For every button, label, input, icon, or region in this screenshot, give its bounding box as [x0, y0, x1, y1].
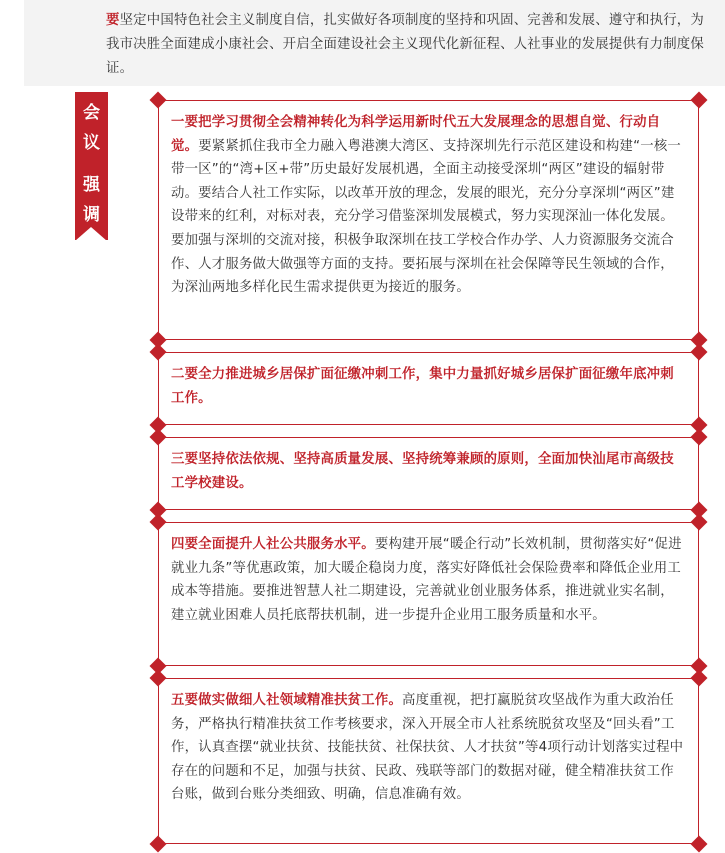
point-card-5	[158, 678, 699, 844]
point-4-body: 要构建开展“暖企行动”长效机制，贯彻落实好“促进就业九条”等优惠政策，加大暖企稳岗力度，落实好降低社会保险费率和降低企业用工成本等措施。要推进智慧人社二期建设，完善就业创业服务体系，推进就业实名制，建立就业困难人员托底帮扶机制，进一步提升企业用工服务质量和水平。	[171, 537, 682, 623]
point-3-heading: 三要坚持依法依规、坚持高质量发展、坚持统筹兼顾的原则，全面加快汕尾市高级技工学校建设。	[171, 452, 674, 491]
point-card-3	[158, 437, 699, 510]
intro-paragraph	[24, 0, 725, 86]
point-card-1	[158, 100, 699, 340]
meeting-emphasis-tag	[75, 92, 108, 240]
tag-notch	[75, 227, 107, 241]
tag-char-2: 议	[83, 133, 100, 153]
point-card-4	[158, 522, 699, 666]
intro-lead-char: 要	[106, 13, 120, 28]
point-1-body: 要紧紧抓住我市全力融入粤港澳大湾区、支持深圳先行示范区建设和构建“一核一带一区”的“湾+区+带”历史最好发展机遇，全面主动接受深圳“两区”建设的辐射带动。要结合人社工作实际，以改革开放的理念，发展的眼光，充分分享深圳“两区”建设带来的红利，对标对表，充分学习借鉴深圳发展模式，努力实现深汕一体化发展。要加强与深圳的交流对接，积极争取深圳在技工学校合作办学、人力资源服务交流合作、人才服务做大做强等方面的支持。要拓展与深圳在社会保障等民生领域的合作，为深汕两地多样化民生需求提供更为接近的服务。	[171, 138, 681, 296]
point-4-heading: 四要全面提升人社公共服务水平。	[171, 537, 375, 552]
tag-char-4: 调	[83, 205, 100, 225]
point-5-body: 高度重视，把打赢脱贫攻坚战作为重大政治任务，严格执行精准扶贫工作考核要求，深入开展全市人社系统脱贫攻坚及“回头看”工作，认真查摆“就业扶贫、技能扶贫、社保扶贫、人才扶贫”等4项行动计划落实过程中存在的问题和不足，加强与扶贫、民政、残联等部门的数据对碰，健全精准扶贫工作台账，做到台账分类细致、明确，信息准确有效。	[171, 693, 684, 803]
tag-char-3: 强	[83, 175, 100, 195]
point-2-heading: 二要全力推进城乡居保扩面征缴冲刺工作，集中力量抓好城乡居保扩面征缴年底冲刺工作。	[171, 367, 674, 406]
intro-text: 坚定中国特色社会主义制度自信，扎实做好各项制度的坚持和巩固、完善和发展、遵守和执行，为我市决胜全面建成小康社会、开启全面建设社会主义现代化新征程、人社事业的发展提供有力制度保证。	[106, 13, 704, 76]
point-card-2	[158, 352, 699, 425]
point-5-heading: 五要做实做细人社领域精准扶贫工作。	[171, 693, 403, 708]
point-1-heading: 一要把学习贯彻全会精神转化为科学运用新时代五大发展理念的思想自觉、行动自觉。	[171, 115, 661, 154]
tag-char-1: 会	[83, 103, 100, 123]
